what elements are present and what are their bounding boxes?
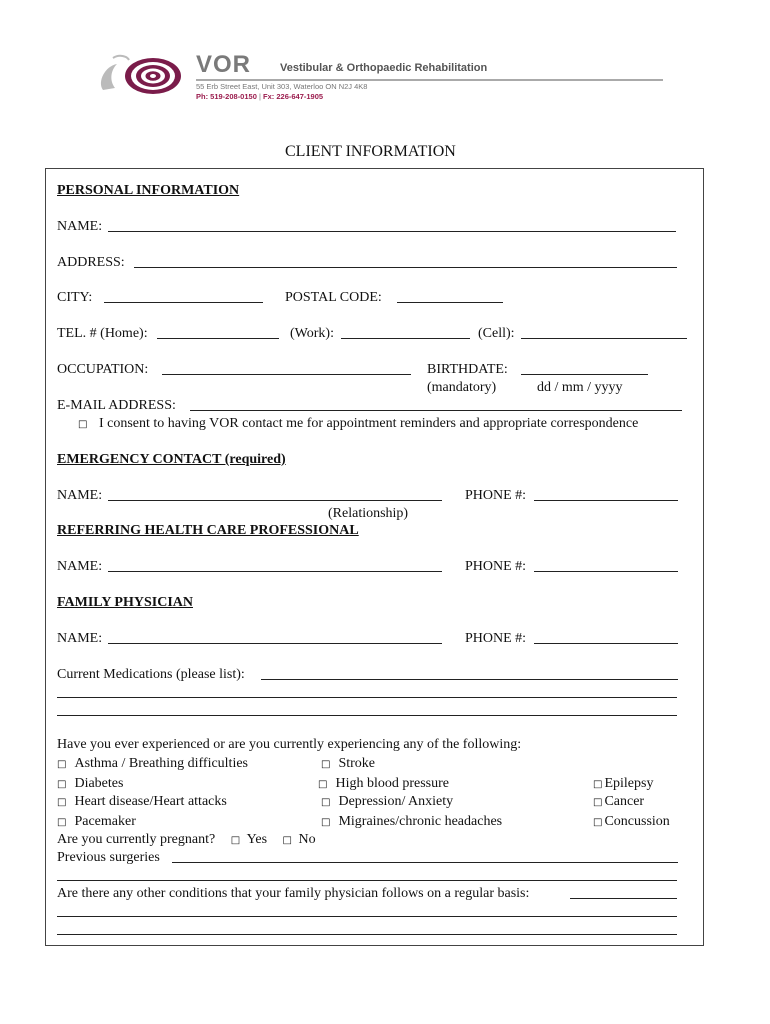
referring-name-label: NAME: xyxy=(57,559,103,574)
consent-text: I consent to having VOR contact me for appointment reminders and appropriate correspondence xyxy=(98,416,639,431)
tel-cell-label: (Cell): xyxy=(478,326,515,341)
other-conditions-field-3[interactable] xyxy=(57,934,677,935)
email-label: E-MAIL ADDRESS: xyxy=(57,398,176,413)
postal-label: POSTAL CODE: xyxy=(285,290,382,305)
condition-item xyxy=(318,776,449,793)
birthdate-label: BIRTHDATE: xyxy=(427,362,508,377)
family-heading: FAMILY PHYSICIAN xyxy=(57,595,193,610)
occupation-label: OCCUPATION: xyxy=(57,362,149,377)
pregnant-yes-label: Yes xyxy=(246,832,268,847)
pregnancy-question: Are you currently pregnant? xyxy=(57,832,216,847)
email-field[interactable] xyxy=(190,410,682,411)
tel-home-label: TEL. # (Home): xyxy=(57,326,148,341)
condition-checkbox[interactable]: □ xyxy=(593,817,603,828)
surgeries-field-1[interactable] xyxy=(172,862,678,863)
condition-label: High blood pressure xyxy=(335,776,449,791)
referring-name-field[interactable] xyxy=(108,571,442,572)
name-label: NAME: xyxy=(57,219,103,234)
medications-field-1[interactable] xyxy=(261,679,678,680)
tel-home-field[interactable] xyxy=(157,338,279,339)
condition-label: Stroke xyxy=(338,756,376,771)
emergency-phone-label: PHONE #: xyxy=(465,488,527,503)
condition-label: Epilepsy xyxy=(604,776,654,791)
pregnant-yes-checkbox[interactable]: □ xyxy=(230,835,241,846)
mandatory-note: (mandatory) xyxy=(427,380,497,395)
city-field[interactable] xyxy=(104,302,263,303)
pregnant-no-checkbox[interactable]: □ xyxy=(282,835,292,846)
tel-cell-field[interactable] xyxy=(521,338,687,339)
header-rule xyxy=(196,79,663,81)
postal-code-field[interactable] xyxy=(397,302,503,303)
family-phone-field[interactable] xyxy=(534,643,678,644)
family-name-label: NAME: xyxy=(57,631,103,646)
referring-heading: REFERRING HEALTH CARE PROFESSIONAL xyxy=(57,523,359,538)
condition-label: Diabetes xyxy=(74,776,124,791)
condition-item xyxy=(57,776,123,793)
tel-work-label: (Work): xyxy=(290,326,334,341)
name-field[interactable] xyxy=(108,231,676,232)
date-format-hint: dd / mm / yyyy xyxy=(537,380,623,395)
condition-item xyxy=(593,776,653,793)
tel-work-field[interactable] xyxy=(341,338,470,339)
personal-heading: PERSONAL INFORMATION xyxy=(57,183,240,198)
fax-number: Fx: 226-647-1905 xyxy=(263,92,324,101)
condition-item xyxy=(321,756,375,773)
condition-label: Depression/ Anxiety xyxy=(338,794,454,809)
condition-label: Migraines/chronic headaches xyxy=(338,814,503,829)
emergency-heading: EMERGENCY CONTACT (required) xyxy=(57,452,286,467)
condition-label: Pacemaker xyxy=(74,814,136,829)
condition-item xyxy=(593,794,644,811)
phone-number: Ph: 519-208-0150 xyxy=(196,92,257,101)
referring-phone-label: PHONE #: xyxy=(465,559,527,574)
occupation-field[interactable] xyxy=(162,374,411,375)
surgeries-field-2[interactable] xyxy=(57,880,677,881)
condition-item xyxy=(57,814,136,831)
other-conditions-field-2[interactable] xyxy=(57,916,677,917)
medications-field-3[interactable] xyxy=(57,715,677,716)
emergency-phone-field[interactable] xyxy=(534,500,678,501)
family-phone-label: PHONE #: xyxy=(465,631,527,646)
condition-checkbox[interactable]: □ xyxy=(318,779,328,790)
condition-checkbox[interactable]: □ xyxy=(57,759,67,770)
condition-checkbox[interactable]: □ xyxy=(593,779,603,790)
form-title: CLIENT INFORMATION xyxy=(285,143,456,160)
consent-checkbox[interactable]: □ xyxy=(78,419,88,430)
condition-checkbox[interactable]: □ xyxy=(57,817,67,828)
relationship-hint: (Relationship) xyxy=(328,506,409,521)
condition-label: Cancer xyxy=(604,794,645,809)
vor-swirl-logo-icon xyxy=(93,52,188,102)
conditions-question: Have you ever experienced or are you currently experiencing any of the following: xyxy=(57,737,522,752)
condition-item xyxy=(593,814,670,831)
birthdate-field[interactable] xyxy=(521,374,648,375)
medications-label: Current Medications (please list): xyxy=(57,667,245,682)
condition-item xyxy=(57,794,227,811)
pregnancy-row xyxy=(57,832,316,849)
emergency-name-label: NAME: xyxy=(57,488,103,503)
medications-field-2[interactable] xyxy=(57,697,677,698)
condition-checkbox[interactable]: □ xyxy=(321,759,331,770)
condition-checkbox[interactable]: □ xyxy=(321,797,331,808)
company-name: Vestibular & Orthopaedic Rehabilitation xyxy=(280,62,488,74)
condition-item xyxy=(321,814,502,831)
condition-item xyxy=(57,756,248,773)
city-label: CITY: xyxy=(57,290,93,305)
family-name-field[interactable] xyxy=(108,643,442,644)
condition-checkbox[interactable]: □ xyxy=(593,797,603,808)
logo-vor-text: VOR xyxy=(196,51,252,78)
consent-row xyxy=(78,416,638,433)
address-field[interactable] xyxy=(134,267,677,268)
referring-phone-field[interactable] xyxy=(534,571,678,572)
condition-checkbox[interactable]: □ xyxy=(57,797,67,808)
address-label: ADDRESS: xyxy=(57,255,125,270)
condition-checkbox[interactable]: □ xyxy=(321,817,331,828)
other-conditions-label: Are there any other conditions that your family physician follows on a regular basis: xyxy=(57,886,530,901)
pregnant-no-label: No xyxy=(298,832,316,847)
company-contacts xyxy=(196,92,323,101)
condition-label: Asthma / Breathing difficulties xyxy=(74,756,248,771)
condition-item xyxy=(321,794,453,811)
contact-separator: | xyxy=(258,92,261,101)
emergency-name-field[interactable] xyxy=(108,500,442,501)
other-conditions-field-1[interactable] xyxy=(570,898,677,899)
company-address: 55 Erb Street East, Unit 303, Waterloo ON N2J 4K8 xyxy=(196,82,368,91)
condition-label: Heart disease/Heart attacks xyxy=(74,794,227,809)
surgeries-label: Previous surgeries xyxy=(57,850,160,865)
condition-label: Concussion xyxy=(604,814,670,829)
condition-checkbox[interactable]: □ xyxy=(57,779,67,790)
